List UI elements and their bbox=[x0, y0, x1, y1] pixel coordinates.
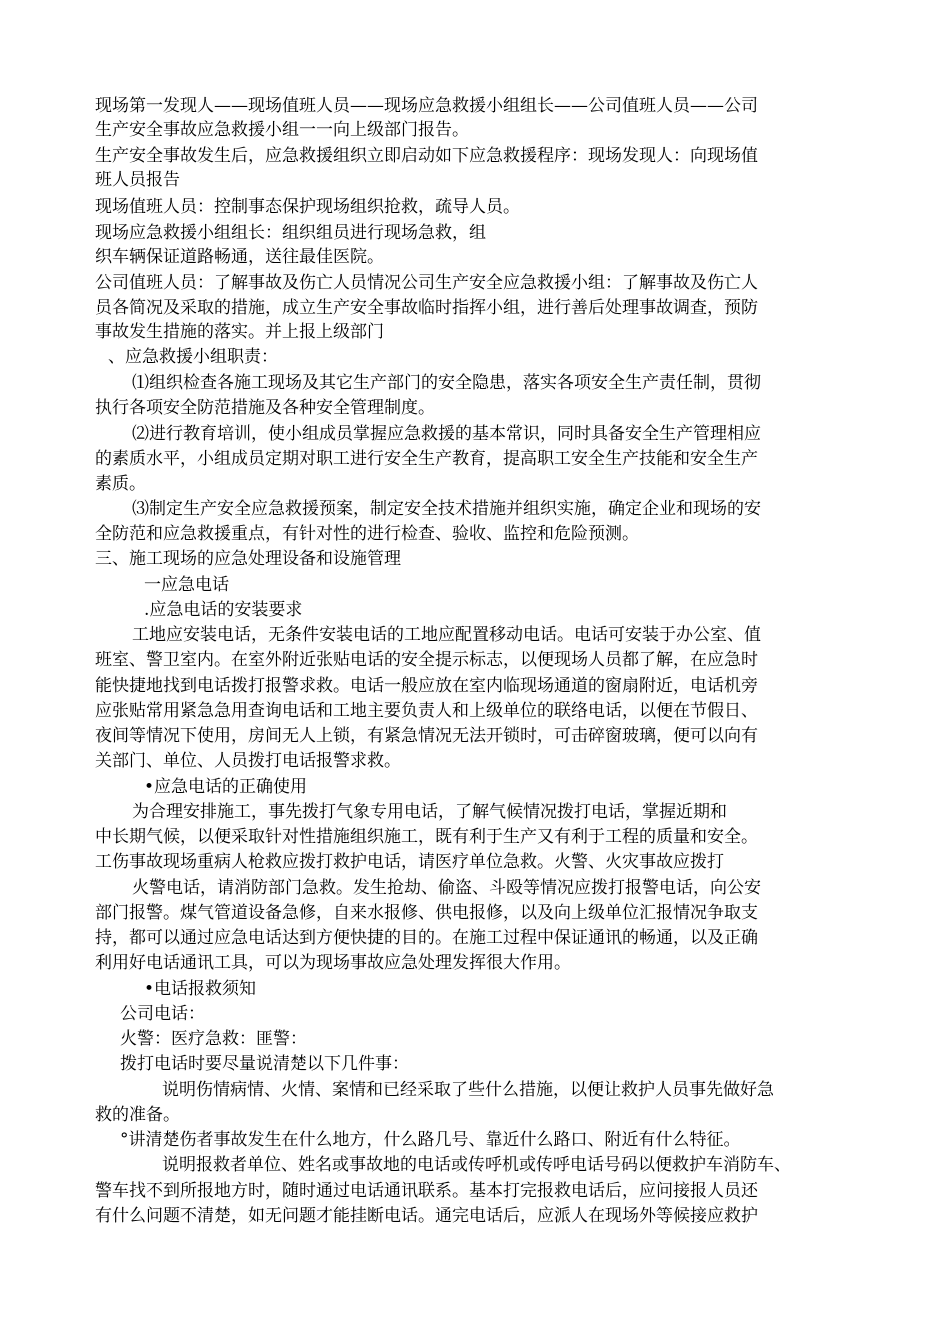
text-line: 的素质水平，小组成员定期对职工进行安全生产教育，提高职工安全生产技能和安全生产 bbox=[95, 449, 758, 469]
text-line: 中长期气候，以便采取针对性措施组织施工，既有利于生产又有利于工程的质量和安全。 bbox=[95, 827, 758, 847]
text-line: 能快捷地找到电话拨打报警求救。电话一般应放在室内临现场通道的窗扇附近，电话机旁 bbox=[95, 676, 758, 696]
section-heading: 三、施工现场的应急处理设备和设施管理 bbox=[95, 549, 401, 569]
subsection-heading: •应急电话的正确使用 bbox=[144, 777, 308, 797]
text-line: 班室、警卫室内。在室外附近张贴电话的安全提示标志，以便现场人员都了解，在应急时 bbox=[95, 650, 758, 670]
text-line: ⑴组织检查各施工现场及其它生产部门的安全隐患，落实各项安全生产责任制，贯彻 bbox=[132, 373, 761, 393]
text-line: 部门报警。煤气管道设备急修，自来水报修、供电报修，以及向上级单位汇报情况争取支 bbox=[95, 903, 758, 923]
text-line: 利用好电话通讯工具，可以为现场事故应急处理发挥很大作用。 bbox=[95, 953, 571, 973]
text-line: °讲清楚伤者事故发生在什么地方，什么路几号、靠近什么路口、附近有什么特征。 bbox=[120, 1130, 741, 1150]
text-line: 救的准备。 bbox=[95, 1105, 180, 1125]
text-line: 织车辆保证道路畅通，送往最佳医院。 bbox=[95, 247, 384, 267]
text-line: 事故发生措施的落实。并上报上级部门 bbox=[95, 322, 384, 342]
text-line: 执行各项安全防范措施及各种安全管理制度。 bbox=[95, 398, 435, 418]
text-line: 警车找不到所报地方时，随时通过电话通讯联系。基本打完报救电话后，应问接报人员还 bbox=[95, 1181, 758, 1201]
text-line: 说明伤情病情、火情、案情和已经采取了些什么措施，以便让救护人员事先做好急 bbox=[162, 1080, 774, 1100]
text-line: ⑵进行教育培训，使小组成员掌握应急救援的基本常识，同时具备安全生产管理相应 bbox=[132, 424, 761, 444]
text-line: 持，都可以通过应急电话达到方便快捷的目的。在施工过程中保证通讯的畅通，以及正确 bbox=[95, 928, 758, 948]
text-line: 夜间等情况下使用，房间无人上锁，有紧急情况无法开锁时，可击碎窗玻璃，便可以向有 bbox=[95, 726, 758, 746]
text-line: 生产安全事故应急救援小组一一向上级部门报告。 bbox=[95, 120, 469, 140]
text-line: 公司值班人员：了解事故及伤亡人员情况公司生产安全应急救援小组：了解事故及伤亡人 bbox=[95, 273, 758, 293]
text-line: 应张贴常用紧急急用查询电话和工地主要负责人和上级单位的联络电话，以便在节假日、 bbox=[95, 701, 758, 721]
text-line: 公司电话： bbox=[120, 1004, 205, 1024]
section-heading: 、应急救援小组职责： bbox=[108, 347, 278, 367]
text-line: 拨打电话时要尽量说清楚以下几件事： bbox=[120, 1054, 409, 1074]
text-line: 全防范和应急救援重点，有针对性的进行检查、验收、监控和危险预测。 bbox=[95, 524, 639, 544]
text-line: 火警电话，请消防部门急救。发生抢劫、偷盗、斗殴等情况应拨打报警电话，向公安 bbox=[132, 878, 761, 898]
text-line: 班人员报告 bbox=[95, 170, 180, 190]
text-line: 生产安全事故发生后，应急救援组织立即启动如下应急救援程序：现场发现人：向现场值 bbox=[95, 146, 758, 166]
text-line: 现场应急救援小组组长：组织组员进行现场急救，组 bbox=[95, 223, 486, 243]
subsection-heading: •电话报救须知 bbox=[144, 979, 257, 999]
text-line: 关部门、单位、人员拨打电话报警求救。 bbox=[95, 751, 401, 771]
text-line: 员各简况及采取的措施，成立生产安全事故临时指挥小组，进行善后处理事故调查，预防 bbox=[95, 298, 758, 318]
text-line: 为合理安排施工，事先拨打气象专用电话，了解气候情况拨打电话，掌握近期和 bbox=[132, 802, 727, 822]
text-line: 素质。 bbox=[95, 474, 146, 494]
subsection-heading: 一应急电话 bbox=[144, 575, 229, 595]
text-line: 火警：医疗急救：匪警： bbox=[120, 1029, 307, 1049]
text-line: 工伤事故现场重病人枪救应拨打救护电话，请医疗单位急救。火警、火灾事故应拨打 bbox=[95, 852, 724, 872]
text-line: 说明报救者单位、姓名或事故地的电话或传呼机或传呼电话号码以便救护车消防车、 bbox=[162, 1155, 791, 1175]
text-line: 有什么问题不清楚，如无问题才能挂断电话。通完电话后，应派人在现场外等候接应救护 bbox=[95, 1206, 758, 1226]
text-line: ⑶制定生产安全应急救援预案，制定安全技术措施并组织实施，确定企业和现场的安 bbox=[132, 499, 761, 519]
text-line: 现场第一发现人——现场值班人员——现场应急救援小组组长——公司值班人员——公司 bbox=[95, 96, 758, 116]
text-line: 工地应安装电话，无条件安装电话的工地应配置移动电话。电话可安装于办公室、值 bbox=[132, 625, 761, 645]
text-line: 现场值班人员：控制事态保护现场组织抢救，疏导人员。 bbox=[95, 197, 520, 217]
subsection-heading: .应急电话的安装要求 bbox=[144, 600, 303, 620]
